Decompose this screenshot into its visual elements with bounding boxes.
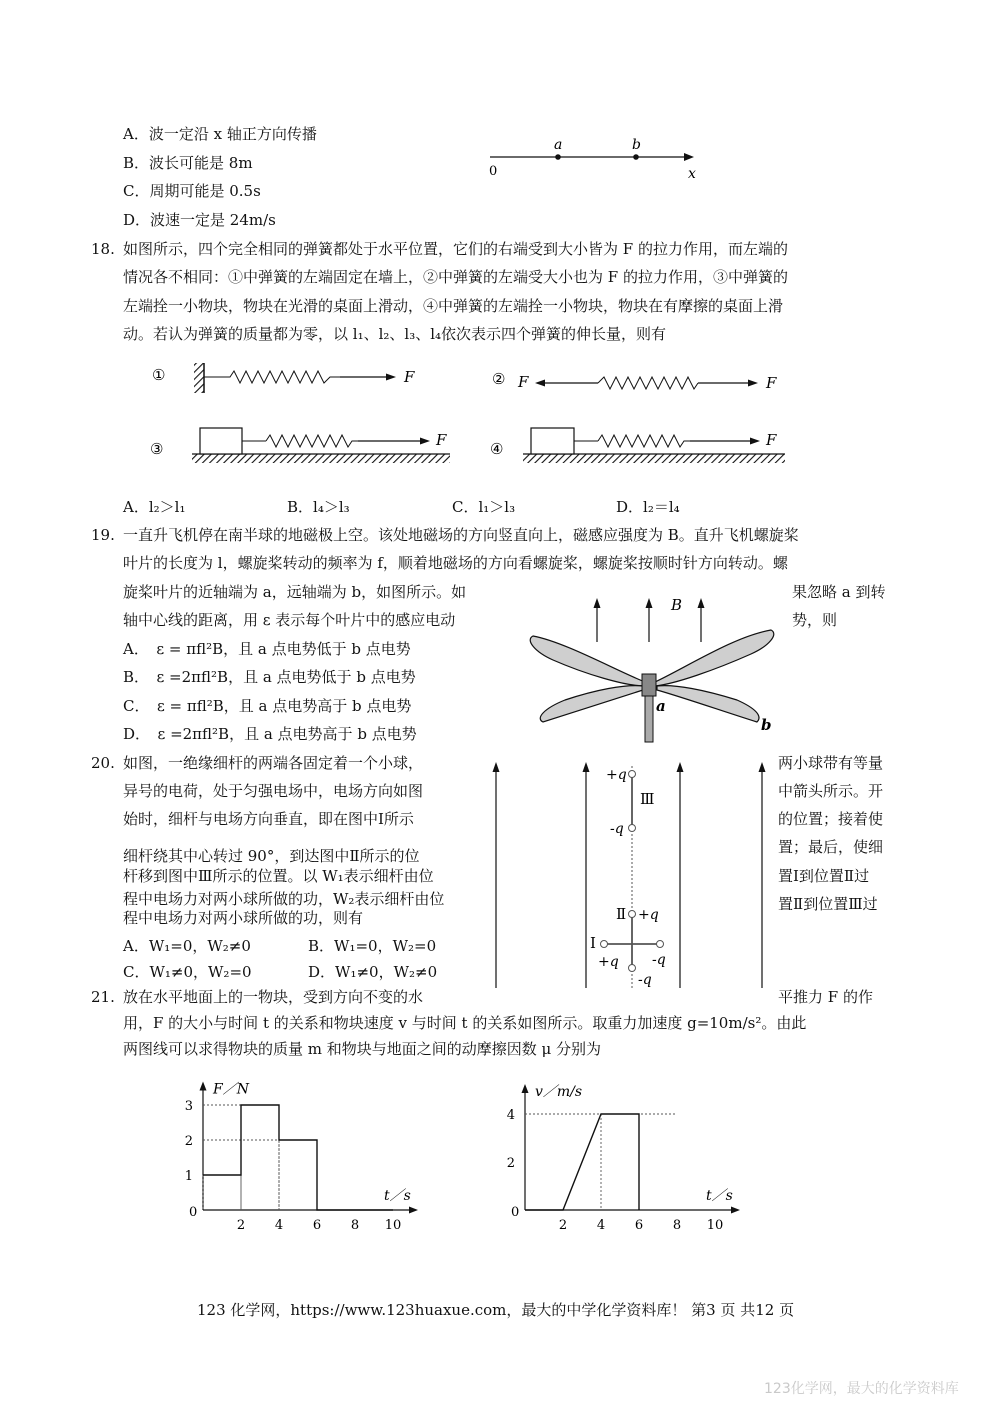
svg-text:F: F: [436, 431, 447, 449]
origin-label: 0: [511, 1205, 520, 1220]
q21-force-time-chart: [165, 1068, 445, 1243]
x-axis-arrow: [409, 1207, 418, 1214]
pos3-label: Ⅲ: [640, 790, 655, 808]
watermark: 123化学网，最大的化学资料库: [764, 1381, 959, 1397]
origin-label: 0: [489, 164, 498, 179]
point-a-dot: [555, 154, 561, 160]
y-axis-arrow: [200, 1082, 207, 1091]
q20-right-line-5: 置Ⅰ到位置Ⅱ过: [778, 867, 870, 885]
q20-electric-field-figure: [480, 752, 780, 992]
x-axis-label: t／s: [706, 1188, 733, 1204]
force-arrow-2-left: [535, 380, 545, 387]
q19-line-1: 一直升飞机停在南半球的地磁极上空。该处地磁场的方向竖直向上，磁感应强度为 B。直升飞机螺旋桨: [123, 526, 799, 544]
x-axis-arrow: [731, 1207, 740, 1214]
spring-1: [204, 371, 340, 383]
force-arrow-2-right: [748, 380, 758, 387]
block-4: [531, 428, 574, 454]
svg-text:+q: +q: [606, 767, 627, 783]
point-b-label: b: [632, 137, 641, 153]
q18-springs-figure: [140, 355, 800, 475]
x-tick-label: 6: [312, 1218, 322, 1233]
q20-option-a: A．W₁=0，W₂≠0: [123, 937, 251, 955]
q20-option-c: C．W₁≠0，W₂=0: [123, 963, 252, 981]
q20-left-line-7: 程中电场力对两小球所做的功，则有: [123, 909, 364, 927]
q18-line-2: 情况各不相同：①中弹簧的左端固定在墙上，②中弹簧的左端受大小也为 F 的拉力作用，③中弹簧的: [123, 268, 788, 286]
q17-option-b: B．波长可能是 8m: [123, 154, 253, 172]
spring-4: [598, 435, 690, 447]
q18-line-4: 动。若认为弹簧的质量都为零，以 l₁、l₂、l₃、l₄依次表示四个弹簧的伸长量，则有: [123, 325, 667, 343]
x-tick-label: 8: [350, 1218, 360, 1233]
q18-line-1: 如图所示，四个完全相同的弹簧都处于水平位置，它们的右端受到大小皆为 F 的拉力作用，而左端的: [123, 240, 788, 258]
svg-text:F: F: [404, 368, 415, 386]
q20-left-line-3: 始时，细杆与电场方向垂直，即在图中Ⅰ所示: [123, 810, 414, 828]
x-tick-label: 2: [558, 1218, 568, 1233]
q20-left-line-2: 异号的电荷，处于匀强电场中，电场方向如图: [123, 782, 424, 800]
q18-option-b: B．l₄＞l₃: [287, 498, 350, 516]
pos2-label: Ⅱ: [616, 905, 627, 923]
x-tick-label: 8: [672, 1218, 682, 1233]
q21-line-1-left: 放在水平地面上的一物块，受到方向不变的水: [123, 988, 424, 1006]
x-tick-label: 10: [384, 1218, 402, 1233]
svg-text:-q: -q: [610, 821, 624, 837]
point-a-label: a: [554, 137, 563, 153]
q19-line-3-left: 旋桨叶片的近轴端为 a，远轴端为 b，如图所示。如: [123, 583, 467, 601]
far-end-label: b: [761, 716, 772, 734]
svg-text:-q: -q: [638, 972, 652, 988]
q18-line-3: 左端拴一小物块，物块在光滑的桌面上滑动，④中弹簧的左端拴一小物块，物块在有摩擦的桌面上滑: [123, 297, 784, 315]
q17-option-c: C．周期可能是 0.5s: [123, 182, 261, 200]
x-axis-arrow: [684, 153, 694, 161]
svg-text:-q: -q: [652, 952, 666, 968]
svg-text:F: F: [766, 374, 777, 392]
y-tick-label: 3: [184, 1099, 193, 1114]
q18-option-a: A．l₂＞l₁: [123, 498, 186, 516]
svg-text:+q: +q: [638, 907, 659, 923]
q17-wave-axis-figure: [480, 130, 710, 185]
x-axis-label: t／s: [384, 1188, 411, 1204]
q19-line-4-left: 轴中心线的距离，用 ε 表示每个叶片中的感应电动: [123, 611, 456, 629]
table-surface-3: [192, 454, 450, 463]
x-tick-label: 2: [236, 1218, 246, 1233]
q19-option-c: C． ε = πfl²B，且 a 点电势高于 b 点电势: [123, 697, 412, 715]
q18-option-c: C．l₁＞l₃: [452, 498, 516, 516]
q17-option-d: D．波速一定是 24m/s: [123, 211, 276, 229]
force-arrow-4: [750, 438, 760, 445]
q19-option-b: B． ε =2πfl²B，且 a 点电势低于 b 点电势: [123, 668, 416, 686]
blade-upper-left: [530, 636, 645, 686]
q20-left-line-4: 细杆绕其中心转过 90°，到达图中Ⅱ所示的位: [123, 847, 420, 865]
x-tick-label: 6: [634, 1218, 644, 1233]
shaft: [645, 696, 653, 742]
q20-number: 20.: [91, 754, 115, 772]
q20-option-b: B．W₁=0，W₂=0: [308, 937, 437, 955]
q18-number: 18.: [91, 240, 115, 258]
svg-text:F: F: [518, 373, 529, 391]
series-line-F: [203, 1105, 393, 1210]
fig2-label: ②: [492, 370, 506, 388]
fig3-label: ③: [150, 440, 164, 458]
x-tick-label: 10: [706, 1218, 724, 1233]
series-line-v: [525, 1114, 639, 1210]
y-tick-label: 1: [184, 1169, 193, 1184]
q21-number: 21.: [91, 988, 115, 1006]
near-end-label: a: [656, 697, 666, 715]
q19-option-a: A． ε = πfl²B，且 a 点电势低于 b 点电势: [123, 640, 411, 658]
q20-left-line-1: 如图，一绝缘细杆的两端各固定着一个小球，: [123, 754, 424, 772]
q20-right-line-3: 的位置；接着使: [778, 810, 884, 828]
force-arrow-1: [386, 374, 396, 381]
q19-propeller-figure: [525, 590, 780, 750]
y-axis-label: F／N: [213, 1081, 249, 1098]
q20-option-d: D．W₁≠0，W₂≠0: [308, 963, 438, 981]
field-label-B: B: [671, 596, 683, 614]
x-tick-label: 4: [596, 1218, 606, 1233]
blade-upper-right: [655, 630, 774, 686]
y-tick-label: 4: [506, 1108, 515, 1123]
fig1-label: ①: [152, 366, 166, 384]
q21-velocity-time-chart: [490, 1060, 770, 1243]
q18-option-d: D．l₂＝l₄: [616, 498, 680, 516]
q19-number: 19.: [91, 526, 115, 544]
y-tick-label: 2: [184, 1134, 193, 1149]
q20-left-line-5: 杆移到图中Ⅲ所示的位置。以 W₁表示细杆由位: [123, 867, 434, 885]
origin-label: 0: [189, 1205, 198, 1220]
q19-line-2: 叶片的长度为 l，螺旋桨转动的频率为 f，顺着地磁场的方向看螺旋桨，螺旋桨按顺时针方向转动。螺: [123, 554, 788, 572]
table-surface-4: [523, 454, 785, 463]
y-axis-label: v／m/s: [535, 1084, 583, 1100]
q20-right-line-6: 置Ⅱ到位置Ⅲ过: [778, 895, 878, 913]
q20-left-line-6: 程中电场力对两小球所做的功，W₂表示细杆由位: [123, 890, 445, 908]
page-footer: 123 化学网，https://www.123huaxue.com，最大的中学化学资料库！ 第3 页 共12 页: [197, 1301, 795, 1319]
q21-line-2: 用，F 的大小与时间 t 的关系和物块速度 v 与时间 t 的关系如图所示。取重力加速度 g=10m/s²。由此: [123, 1014, 807, 1032]
fig4-label: ④: [490, 440, 504, 458]
q19-line-3-right: 果忽略 a 到转: [792, 583, 886, 601]
y-axis-arrow: [522, 1084, 529, 1093]
spring-3: [266, 435, 358, 447]
block-3: [200, 428, 242, 454]
force-arrow-3: [420, 438, 430, 445]
svg-text:+q: +q: [598, 954, 619, 970]
spring-2: [598, 377, 698, 389]
point-b-dot: [633, 154, 639, 160]
x-tick-label: 4: [274, 1218, 284, 1233]
blade-lower-left: [540, 686, 643, 722]
q20-right-line-1: 两小球带有等量: [778, 754, 884, 772]
q20-right-line-2: 中箭头所示。开: [778, 782, 884, 800]
blade-lower-right: [657, 686, 759, 722]
q19-line-4-right: 势，则: [792, 611, 838, 629]
x-axis-label: x: [688, 166, 696, 182]
q20-right-line-4: 置；最后，使细: [778, 838, 884, 856]
pos1-label: Ⅰ: [590, 934, 596, 952]
q21-line-3: 两图线可以求得物块的质量 m 和物块与地面之间的动摩擦因数 μ 分别为: [123, 1040, 602, 1058]
svg-text:F: F: [766, 431, 777, 449]
q19-option-d: D． ε =2πfl²B，且 a 点电势高于 b 点电势: [123, 725, 417, 743]
y-tick-label: 2: [506, 1156, 515, 1171]
wall: [194, 363, 204, 393]
q17-option-a: A．波一定沿 x 轴正方向传播: [123, 125, 317, 143]
hub: [642, 674, 656, 696]
q21-line-1-right: 平推力 F 的作: [778, 988, 873, 1006]
